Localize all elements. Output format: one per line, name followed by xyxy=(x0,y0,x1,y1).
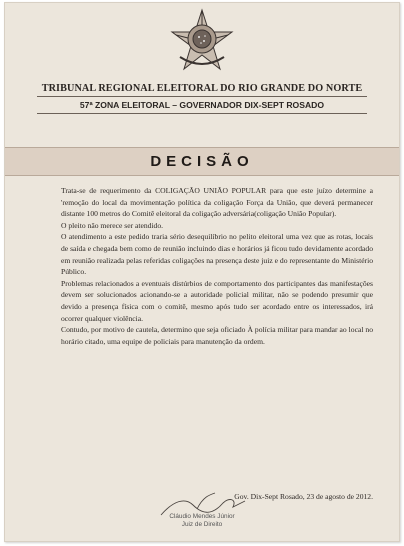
paragraph-determination: Contudo, por motivo de cautela, determino que seja oficiado À polícia militar para mandar ao local no horário citado, uma equipe de policiais para manutenção da ordem. xyxy=(61,325,373,346)
date-line: Gov. Dix-Sept Rosado, 23 de agosto de 2012. xyxy=(234,492,373,501)
electoral-zone: 57ª ZONA ELEITORAL – GOVERNADOR DIX-SEPT ROSADO xyxy=(79,100,325,110)
court-name: TRIBUNAL REGIONAL ELEITORAL DO RIO GRANDE DO NORTE xyxy=(41,83,363,94)
paragraph-request: Trata-se de requerimento da COLIGAÇÃO UNIÃO POPULAR para que este juízo determine a 'remoção do local da movimentação política da coligação Força da União, que deverá permanecer distante 100 metros do Comitê eleitoral da coligação adversária(coligação União Popular). xyxy=(61,186,373,219)
signatory-role: Juiz de Direito xyxy=(181,521,223,528)
decision-body xyxy=(61,185,373,347)
header-rule-bottom xyxy=(37,113,367,114)
header-rule-top xyxy=(37,96,367,97)
paragraph-ruling: O pleito não merece ser atendido. xyxy=(61,220,164,230)
paragraph-problems: Problemas relacionados a eventuais distúrbios de comportamento dos participantes das manifestações devem ser solucionados acionando-se a autoridade policial militar, não se podendo presumir que devido a presença física com o comitê, mesmo após tudo ser acordado entre os interessados, irá ocorrer qualquer violência. xyxy=(61,278,373,323)
signatory-name: Cláudio Mendes Júnior xyxy=(169,513,235,520)
document-page xyxy=(4,2,400,542)
document-title: DECISÃO xyxy=(150,153,254,170)
paragraph-reasoning: O atendimento a este pedido traria sério desequilíbrio no pelito eleitoral uma vez que as rotas, locais de saída e chegada bem como de reunião incluindo dias e horários já ficou tudo devidamente acordado em reunião realizada pelas referidas coligações na presença deste juiz e do representante do Ministério Público. xyxy=(61,232,373,277)
title-banner xyxy=(5,147,399,176)
brazil-coat-of-arms-icon xyxy=(168,7,236,75)
